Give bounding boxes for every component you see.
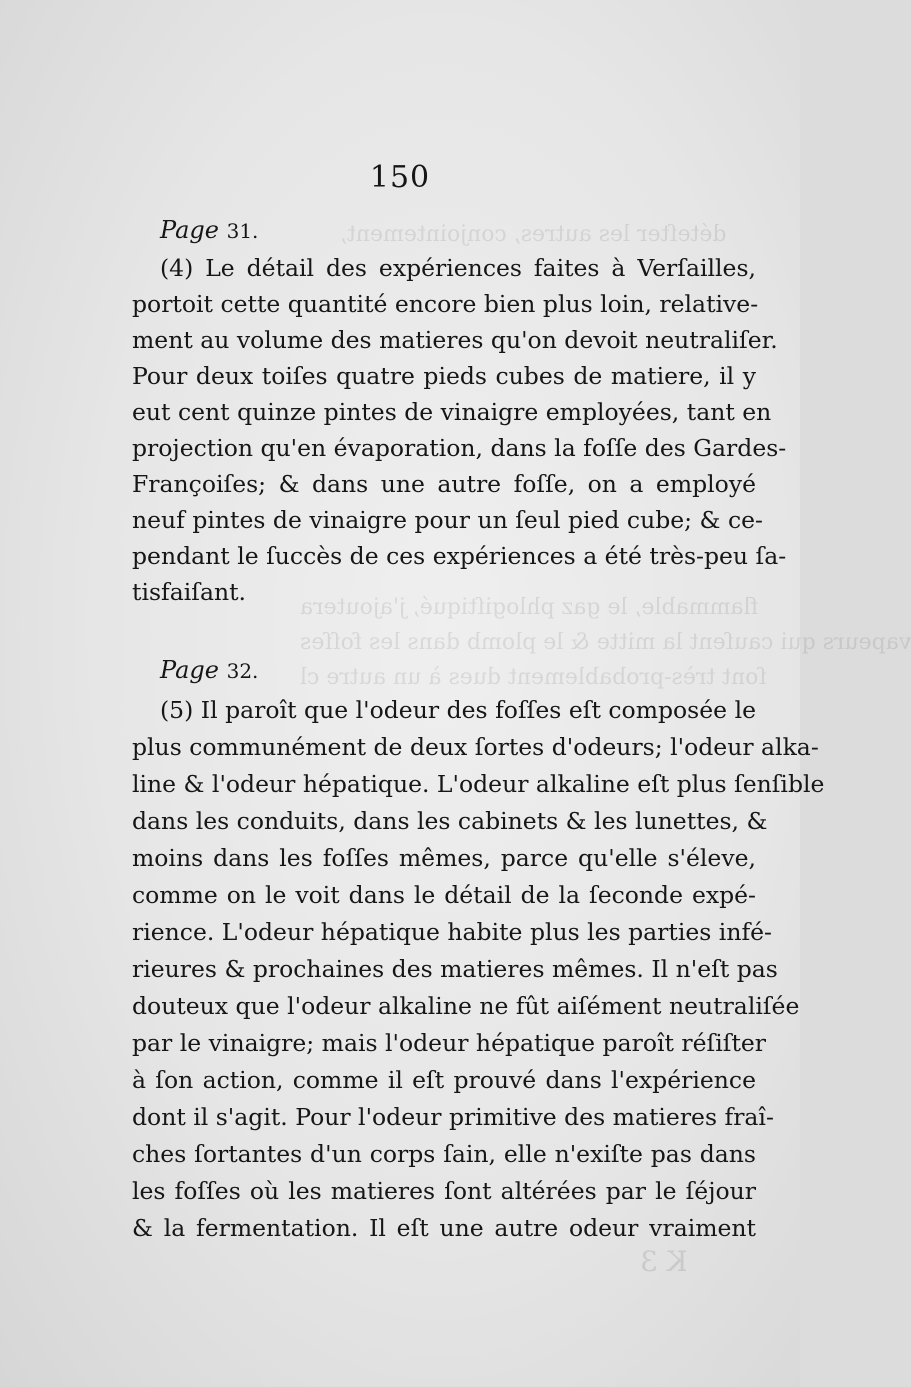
page-number: 150 (369, 160, 431, 195)
text-line: projection qu'en évaporation, dans la foſſe des Gardes- (132, 434, 787, 462)
text-line: dont il s'agit. Pour l'odeur primitive des matieres fraî- (132, 1103, 774, 1131)
text-line: (4) Le détail des expériences faites à Verſailles, (160, 254, 756, 282)
text-line: Pour deux toiſes quatre pieds cubes de matiere, il y (132, 362, 756, 390)
bleed-through-text: flammable, le gaz phlogiſtiqué, j'ajoutera (300, 595, 759, 620)
text-line: portoit cette quantité encore bien plus loin, relative- (132, 290, 759, 318)
text-line: eut cent quinze pintes de vinaigre employées, tant en (132, 398, 772, 426)
text-line: pendant le ſuccès de ces expériences a été très-peu ſa- (132, 542, 787, 570)
heading-page-number: 31. (226, 219, 259, 243)
text-line: douteux que l'odeur alkaline ne fût aiſément neutraliſée (132, 992, 800, 1020)
text-line: tisfaiſant. (132, 578, 247, 606)
text-line: à ſon action, comme il eſt prouvé dans l'expérience (132, 1066, 756, 1094)
heading-label: Page (160, 656, 219, 684)
bleed-through-text: ſont très-probablement dues à un autre cl (300, 665, 767, 690)
text-line: & la fermentation. Il eſt une autre odeur vraiment (132, 1214, 756, 1242)
text-line: ches ſortantes d'un corps ſain, elle n'exiſte pas dans (132, 1140, 756, 1168)
heading-label: Page (160, 216, 219, 244)
bleed-through-text: déteſter les autres, conjointement, (340, 222, 727, 247)
text-line: (5) Il paroît que l'odeur des foſſes eſt composée le (160, 696, 756, 724)
heading-page-number: 32. (226, 659, 259, 683)
section-heading (160, 216, 258, 244)
text-line: dans les conduits, dans les cabinets & les lunettes, & (132, 807, 768, 835)
text-line: line & l'odeur hépatique. L'odeur alkaline eſt plus ſenſible (132, 770, 825, 798)
bleed-through-signature: K 3 (640, 1245, 688, 1278)
text-line: rieures & prochaines des matieres mêmes. Il n'eſt pas (132, 955, 778, 983)
text-line: neuf pintes de vinaigre pour un ſeul pied cube; & ce- (132, 506, 763, 534)
text-line: par le vinaigre; mais l'odeur hépatique paroît réſiſter (132, 1029, 767, 1057)
bleed-through-text: vapeurs qui cauſent la mitte & le plomb dans les foſſes (300, 630, 911, 655)
text-line: les foſſes où les matieres ſont altérées par le ſéjour (132, 1177, 756, 1205)
text-line: ment au volume des matieres qu'on devoit neutraliſer. (132, 326, 778, 354)
text-line: rience. L'odeur hépatique habite plus les parties infé- (132, 918, 772, 946)
text-line: Françoiſes; & dans une autre foſſe, on a employé (132, 470, 756, 498)
section-heading (160, 656, 258, 684)
text-line: moins dans les foſſes mêmes, parce qu'elle s'éleve, (132, 844, 756, 872)
text-line: plus communément de deux ſortes d'odeurs; l'odeur alka- (132, 733, 819, 761)
text-line: comme on le voit dans le détail de la ſeconde expé- (132, 881, 756, 909)
